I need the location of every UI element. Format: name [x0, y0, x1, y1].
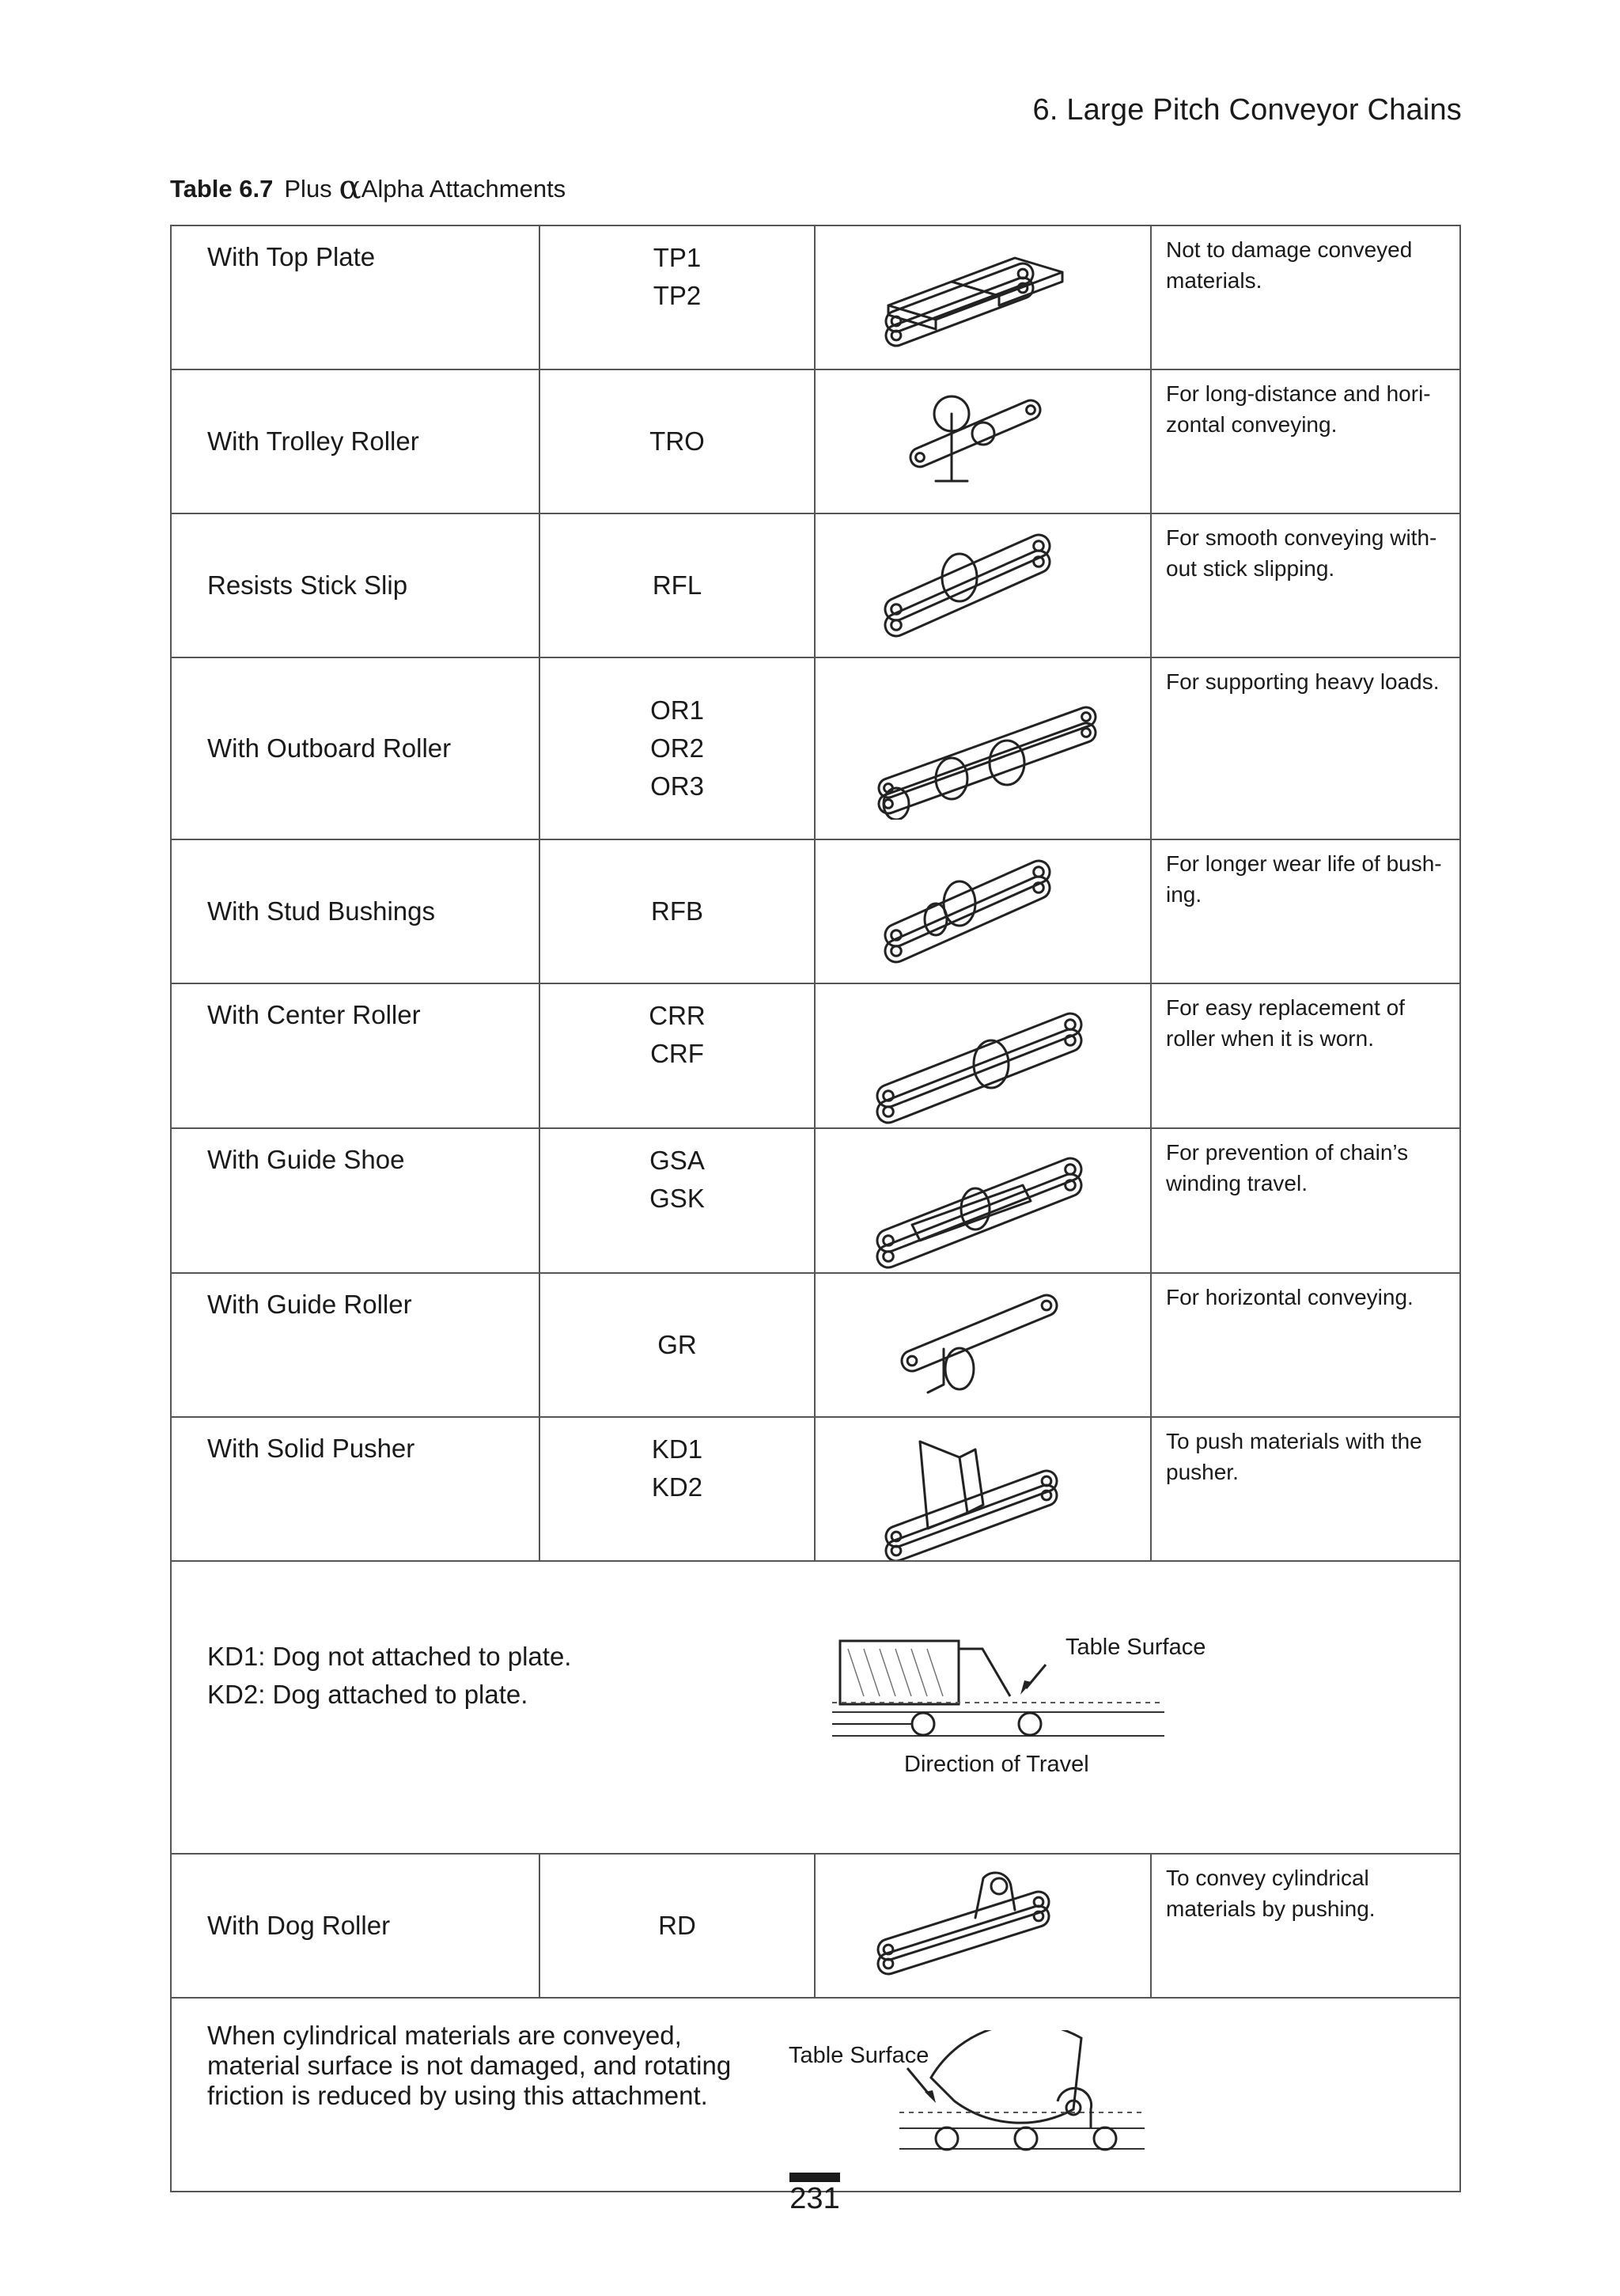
attachment-code: GR — [657, 1330, 697, 1359]
attachment-description: For long-distance and hori-zontal conveying. — [1166, 381, 1431, 437]
attachment-description: For horizontal conveying. — [1166, 1285, 1414, 1309]
attachment-description: Not to damage conveyed materials. — [1166, 237, 1413, 293]
kd-note-row — [171, 1561, 1460, 1854]
solid-pusher-chain-icon — [865, 1418, 1102, 1560]
table-row — [171, 983, 1460, 1128]
attachment-name: With Dog Roller — [207, 1911, 391, 1940]
caption-suffix: Alpha Attachments — [361, 175, 566, 203]
top-plate-chain-icon — [865, 226, 1102, 369]
attachment-name: With Guide Shoe — [207, 1145, 405, 1174]
caption-prefix: Plus — [284, 175, 332, 203]
attachment-codes — [540, 1418, 814, 1506]
guide-shoe-chain-icon — [865, 1130, 1102, 1272]
attachment-code: TP1 — [653, 243, 702, 272]
attachment-code: OR1 — [650, 695, 704, 725]
rd-table-surface-label: Table Surface — [789, 2043, 929, 2068]
attachment-codes — [540, 1274, 814, 1416]
attachment-codes — [540, 514, 814, 657]
attachment-code: OR3 — [650, 771, 704, 801]
attachment-codes — [540, 840, 814, 983]
page-number: 231 — [789, 2182, 840, 2215]
attachment-illustration — [816, 658, 1150, 839]
attachment-illustration — [816, 840, 1150, 983]
attachment-codes — [540, 984, 814, 1073]
attachment-illustration — [816, 370, 1150, 513]
direction-of-travel-label: Direction of Travel — [904, 1752, 1089, 1777]
dog-roller-diagram — [884, 2030, 1200, 2180]
attachment-illustration — [816, 1418, 1150, 1560]
attachment-description: For supporting heavy loads. — [1166, 669, 1440, 694]
table-row — [171, 1417, 1460, 1561]
attachment-codes — [540, 1129, 814, 1218]
attachment-codes — [540, 658, 814, 839]
attachment-code: CRR — [649, 1001, 706, 1030]
table-row — [171, 839, 1460, 983]
attachment-description: For longer wear life of bush-ing. — [1166, 851, 1442, 907]
attachment-name: With Center Roller — [207, 1000, 421, 1029]
table-row — [171, 1128, 1460, 1273]
alpha-symbol: α — [339, 168, 361, 206]
page-number-bar — [789, 2173, 840, 2182]
attachment-illustration — [816, 1855, 1150, 1997]
attachment-codes — [540, 1855, 814, 1997]
running-head: 6. Large Pitch Conveyor Chains — [1032, 93, 1462, 127]
attachment-illustration — [816, 514, 1150, 657]
rd-note-line: friction is reduced by using this attachment. — [207, 2081, 708, 2110]
dog-roller-chain-icon — [865, 1855, 1102, 1997]
table-row — [171, 657, 1460, 839]
attachment-code: OR2 — [650, 733, 704, 763]
attachment-code: CRF — [650, 1039, 704, 1068]
attachment-code: GSA — [649, 1146, 705, 1175]
table-row — [171, 1854, 1460, 1998]
trolley-roller-chain-icon — [865, 370, 1102, 513]
rd-note-text — [172, 2021, 731, 2111]
rd-note-line: When cylindrical materials are conveyed, — [207, 2021, 682, 2050]
attachment-description: To push materials with the pusher. — [1166, 1429, 1422, 1484]
table-row — [171, 369, 1460, 513]
attachment-code: KD2 — [651, 1472, 703, 1502]
rd-note-row — [171, 1998, 1460, 2192]
attachment-name: With Solid Pusher — [207, 1434, 415, 1463]
attachment-code: GSK — [649, 1184, 705, 1213]
attachment-description: For prevention of chain’s winding travel. — [1166, 1140, 1409, 1195]
attachment-code: KD1 — [651, 1434, 703, 1464]
table-row — [171, 225, 1460, 369]
attachment-codes — [540, 370, 814, 513]
attachment-code: TP2 — [653, 281, 702, 310]
table-row — [171, 1273, 1460, 1417]
attachment-name: Resists Stick Slip — [207, 570, 408, 600]
table-caption — [170, 166, 566, 205]
attachment-illustration — [816, 1274, 1150, 1416]
center-roller-chain-icon — [865, 985, 1102, 1127]
outboard-roller-chain-icon — [865, 677, 1102, 820]
attachment-illustration — [816, 1129, 1150, 1272]
rd-note-line: material surface is not damaged, and rotating — [207, 2051, 732, 2080]
kd1-note: KD1: Dog not attached to plate. — [207, 1642, 572, 1671]
attachment-codes — [540, 226, 814, 315]
attachments-table — [170, 225, 1461, 2192]
attachment-code: RFL — [652, 570, 702, 600]
stick-slip-chain-icon — [865, 514, 1102, 657]
attachment-description: For easy replacement of roller when it is worn. — [1166, 995, 1405, 1051]
attachment-name: With Trolley Roller — [207, 426, 419, 456]
table-surface-label: Table Surface — [1065, 1635, 1206, 1660]
attachment-illustration — [816, 984, 1150, 1127]
attachment-description: For smooth conveying with-out stick slipping. — [1166, 525, 1437, 581]
attachment-name: With Stud Bushings — [207, 896, 435, 926]
attachment-code: RD — [658, 1911, 696, 1940]
attachment-illustration — [816, 226, 1150, 369]
attachment-name: With Top Plate — [207, 242, 376, 271]
attachment-description: To convey cylindrical materials by pushing. — [1166, 1866, 1376, 1921]
table-number: Table 6.7 — [170, 175, 274, 203]
stud-bushing-chain-icon — [865, 840, 1102, 983]
attachment-name: With Outboard Roller — [207, 733, 452, 763]
attachment-code: TRO — [649, 426, 705, 456]
attachment-name: With Guide Roller — [207, 1290, 412, 1319]
table-row — [171, 513, 1460, 657]
kd-note-text — [172, 1638, 571, 1714]
attachment-code: RFB — [651, 896, 703, 926]
guide-roller-chain-icon — [865, 1274, 1102, 1416]
kd2-note: KD2: Dog attached to plate. — [207, 1680, 528, 1709]
